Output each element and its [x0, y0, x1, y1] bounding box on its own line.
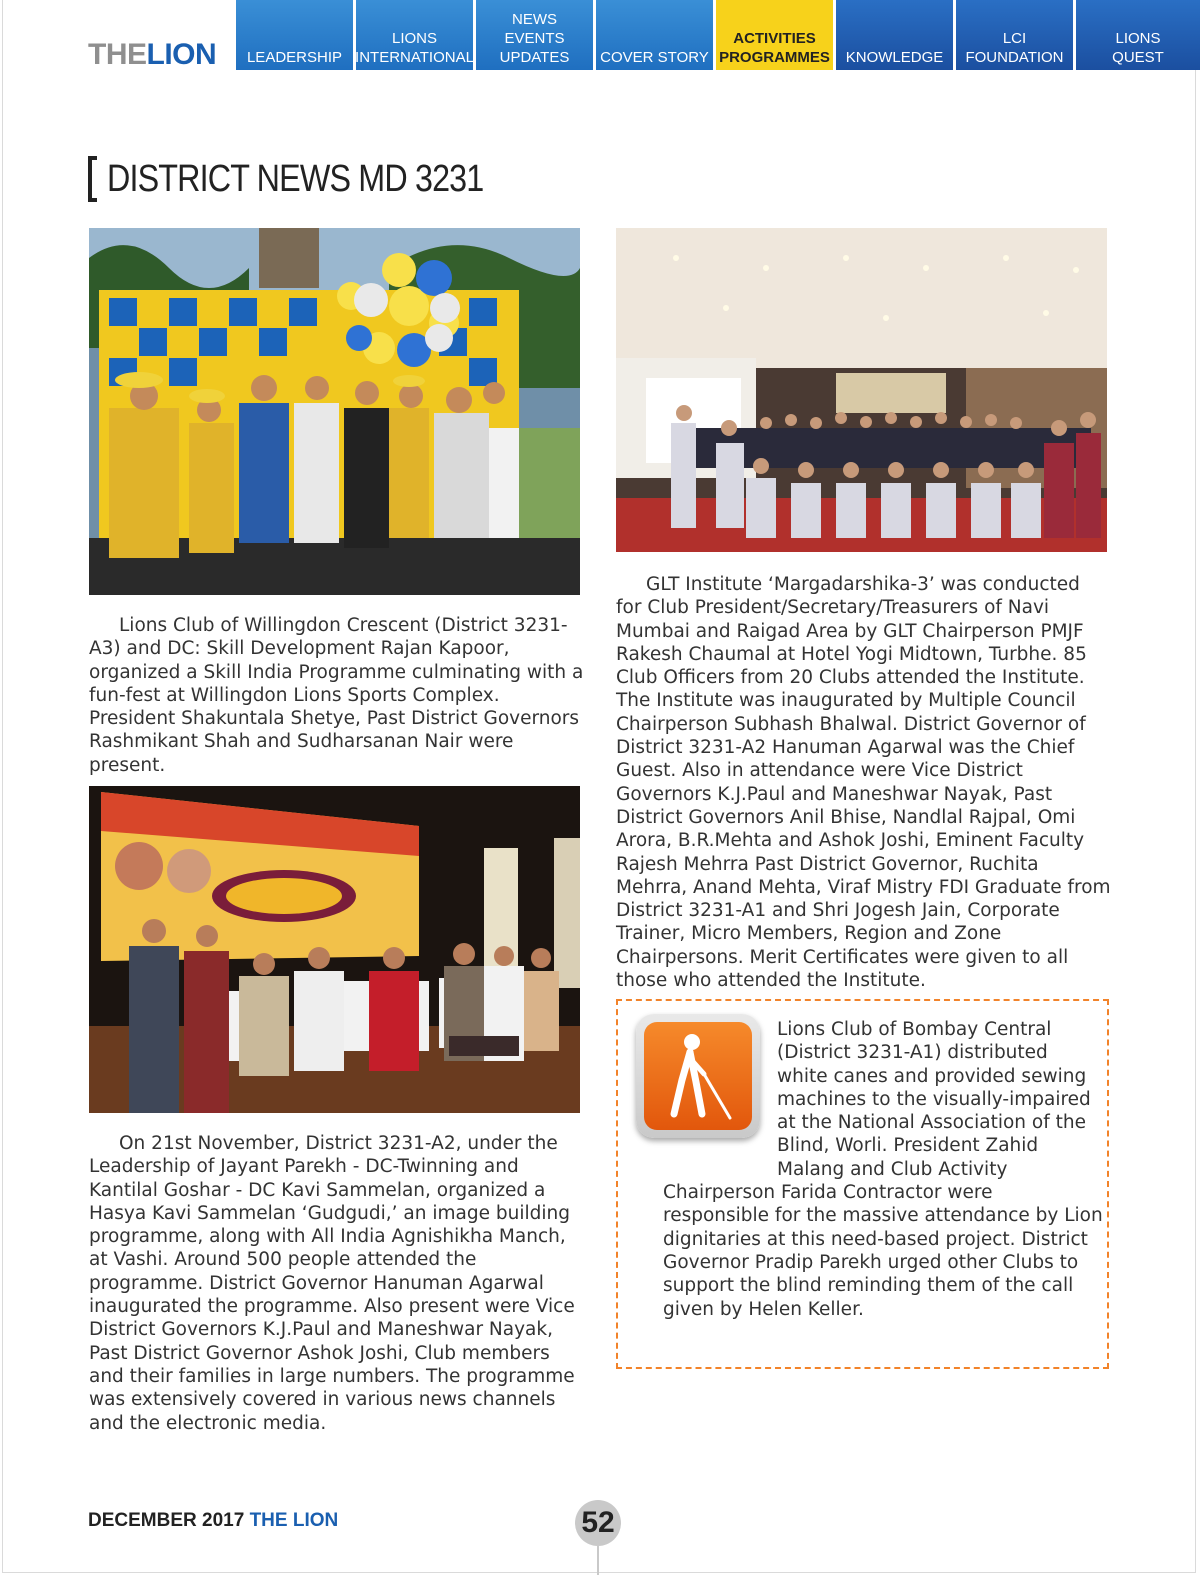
logo-the: THE: [88, 38, 147, 71]
footer-magazine-name: THE LION: [249, 1510, 339, 1531]
page-number-tick: [597, 1546, 599, 1575]
story-kavi-sammelan: On 21st November, District 3231-A2, under the Leadership of Jayant Parekh - DC-Twinning and Kantilal Goshar - DC Kavi Sammelan, organized a Hasya Kavi Sammelan ‘Gudgudi,’ an image building programme, along with All India Agnishikha Manch, at Vashi. Around 500 people attended the programme. District Governor Hanuman Agarwal inaugurated the programme. Also present were Vice District Governors K.J.Paul and Maneshwar Nayak, Past District Governor Ashok Joshi, Club members and their families in large numbers. The programme was extensively covered in various news channels and the electronic media.: [89, 1133, 575, 1434]
story-willingdon-crescent: Lions Club of Willingdon Crescent (District 3231-A3) and DC: Skill Development Rajan Kapoor, organized a Skill India Programme culminating with a fun-fest at Willingdon Lions Sports Complex. President Shakuntala Shetye, Past District Governors Rashmikant Shah and Sudharsanan Nair were present.: [89, 615, 584, 776]
photo-willingdon-funfest: [89, 228, 580, 595]
tab-lions-quest[interactable]: LIONS QUEST: [1076, 0, 1200, 70]
story-bombay-central-text: Lions Club of Bombay Central (District 3231-A1) distributed white canes and provided sewing machines to the visually-impaired at the National Association of the Blind, Worli. President Zahid Malang and Club Activity Chairperson Farida Contractor were responsible for the massive attendance by Lion dignitaries at this need-based project. District Governor Pradip Parekh urged other Clubs to support the blind reminding them of the call given by Helen Keller.: [663, 1019, 1103, 1320]
page-title: DISTRICT NEWS MD 3231: [107, 157, 484, 200]
tab-lci-foundation[interactable]: LCI FOUNDATION: [956, 0, 1073, 70]
footer-date: DECEMBER 2017: [88, 1510, 245, 1531]
tab-news-events-updates[interactable]: NEWS EVENTS UPDATES: [476, 0, 593, 70]
story-bombay-central: [663, 1018, 1103, 1321]
tab-knowledge[interactable]: KNOWLEDGE: [836, 0, 953, 70]
tab-leadership[interactable]: LEADERSHIP: [236, 0, 353, 70]
page-number: 52: [575, 1500, 621, 1546]
tab-lions-international[interactable]: LIONS INTERNATIONAL: [356, 0, 473, 70]
magazine-logo[interactable]: [88, 40, 216, 70]
photo-hasya-kavi-sammelan: [89, 786, 580, 1113]
logo-lion: LION: [146, 38, 217, 71]
section-nav: [236, 0, 1200, 70]
story-glt-institute: GLT Institute ‘Margadarshika-3’ was conducted for Club President/Secretary/Treasurers of Navi Mumbai and Raigad Area by GLT Chairperson PMJF Rakesh Chaumal at Hotel Yogi Midtown, Turbhe. 85 Club Officers from 20 Clubs attended the Institute. The Institute was inaugurated by Multiple Council Chairperson Subhash Bhalwal. District Governor of District 3231-A2 Hanuman Agarwal was the Chief Guest. Also in attendance were Vice District Governors K.J.Paul and Maneshwar Nayak, Past District Governors Anil Bhise, Nandlal Rajpal, Omi Arora, B.R.Mehta and Ashok Joshi, Eminent Faculty Rajesh Mehrra Past District Governor, Ruchita Mehrra, Anand Mehta, Viraf Mistry FDI Graduate from District 3231-A1 and Shri Jogesh Jain, Corporate Trainer, Micro Members, Region and Zone Chairpersons. Merit Certificates were given to all those who attended the Institute.: [616, 574, 1111, 992]
tab-activities-programmes[interactable]: ACTIVITIES PROGRAMMES: [716, 0, 833, 70]
section-heading: [88, 155, 550, 203]
footer-issue: [88, 1510, 338, 1532]
tab-cover-story[interactable]: COVER STORY: [596, 0, 713, 70]
photo-glt-institute-group: [616, 228, 1107, 552]
bracket-decoration: [88, 156, 97, 202]
